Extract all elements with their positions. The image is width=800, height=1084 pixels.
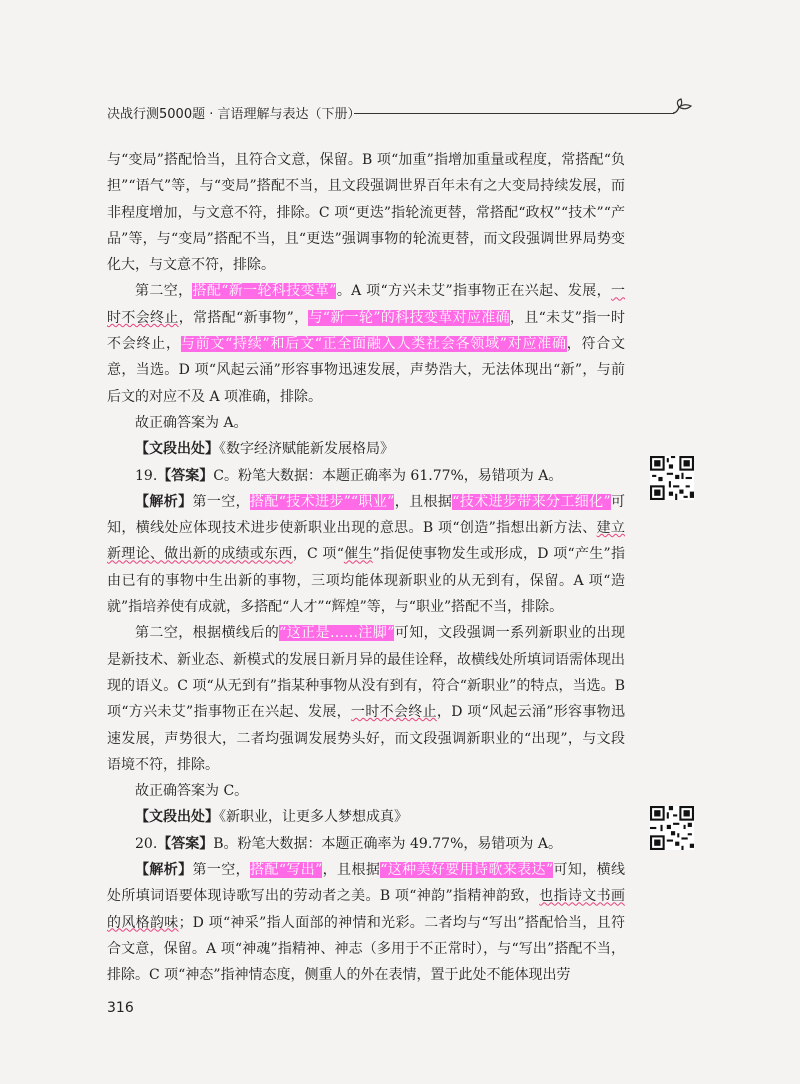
text-run: 可知，横线处所填词语要体现诗歌写出的劳动者之美。B 项“神韵”指精神韵致，: [107, 862, 625, 905]
highlight: “技术进步带来分工细化”: [452, 493, 611, 510]
text-run: 故正确答案为 A。: [135, 414, 248, 431]
highlight: 搭配“写出”: [250, 862, 323, 879]
qr-code-icon: [650, 806, 694, 850]
text-run: 故正确答案为 C。: [135, 783, 249, 800]
text-run: ；D 项“神采”指人面部的神情和光彩。二者均与“写出”搭配恰当，且符合文意，保留。A 项“神魂”指精神、神志（多用于不正常时），与“写出”搭配不当，排除。C 项“神态”指神情态度，侧重人的外在表情，置于此处不能体现出劳: [107, 914, 625, 984]
text-run: ，常搭配“新事物”，: [178, 309, 309, 326]
text-run: 第一空，: [192, 493, 250, 510]
answer-line: [107, 831, 625, 857]
highlight: 与“新一轮”的科技变革对应准确: [308, 309, 510, 326]
text-run: 可知，横线处应体现技术进步使新职业出现的意思。B 项“创造”指想出新方法、: [107, 493, 626, 537]
text-run: 第二空，根据横线后的: [135, 625, 280, 642]
answer-line: [107, 463, 625, 489]
source-line: [107, 804, 625, 830]
sprout-icon: [667, 97, 697, 121]
text-run: 。A 项“方兴未艾”指事物正在兴起、发展，: [336, 283, 612, 300]
text-run: 第一空，: [192, 862, 251, 879]
text-run: ”指促使事物发生或形成，D 项“产生”指由已有的事物中生出新的事物，三项均能体现新职业的从无到有，保留。A 项“造就”指培养使有成就，多搭配“人才”“辉煌”等，与“职业”搭配不当，排除。: [107, 546, 625, 616]
text-run: 第二空，: [135, 283, 193, 300]
text-run: ，D 项“风起云涌”形容事物迅速发展，声势很大，二者均强调发展势头好，而文段强调新职业的“出现”，与文段语境不符，排除。: [107, 704, 625, 773]
text-run: 【解析】: [135, 493, 193, 510]
text-run: ，且根据: [322, 862, 381, 879]
text-run: ，符合文意，当选。D 项“风起云涌”形容事物迅速发展，声势浩大，无法体现出“新”，与前后文的对应不及 A 项准确，排除。: [107, 336, 626, 405]
text-run: B。粉笔大数据：本题正确率为 49.77%，易错项为 A。: [213, 835, 562, 852]
paragraph: [107, 147, 625, 278]
paragraph: [107, 489, 625, 620]
highlight: “这种美好要用诗歌来表达”: [380, 862, 554, 879]
text-run: 【文段出处】: [135, 809, 219, 826]
text-run: C。粉笔大数据：本题正确率为 61.77%，易错项为 A。: [213, 467, 563, 484]
text-run: ，C 项“: [292, 546, 344, 563]
highlight: 搭配“新一轮科技变革”: [192, 283, 337, 300]
text-run: 【答案】: [157, 467, 214, 484]
page-content: [107, 147, 625, 989]
paragraph: [107, 278, 625, 409]
underline: 建立新理论、做出新的成绩或东西: [107, 520, 625, 563]
text-run: 【文段出处】: [135, 441, 219, 458]
underline: 也指诗文书画的风格韵味: [107, 888, 625, 931]
underline: 一时不会终止: [351, 704, 437, 721]
text-run: 20.: [135, 835, 158, 852]
underline: 一时不会终止: [107, 283, 626, 326]
paragraph: [107, 410, 625, 436]
book-title: 决战行测5000题 · 言语理解与表达（下册）: [107, 107, 361, 122]
highlight: “这正是……注脚”: [279, 625, 395, 642]
page-header: [107, 101, 697, 123]
text-run: 《新职业，让更多人梦想成真》: [219, 809, 408, 826]
paragraph: [107, 620, 625, 778]
text-run: 《数字经济赋能新发展格局》: [219, 441, 394, 458]
text-run: 可知，文段强调一系列新职业的出现是新技术、新业态、新模式的发展日新月异的最佳诠释，故横线处所填词语需体现出现的语义。C 项“从无到有”指某种事物从没有到有，符合“新职业”的特点，当选。B 项“方兴未艾”指事物正在兴起、发展，: [107, 625, 626, 721]
underline: 催生: [343, 546, 373, 563]
text-run: 19.: [135, 467, 158, 484]
text-run: ，且根据: [394, 493, 453, 510]
text-run: 与“变局”搭配恰当，且符合文意，保留。B 项“加重”指增加重量或程度，常搭配“负担”“语气”等，与“变局”搭配不当，且文段强调世界百年未有之大变局持续发展，而非程度增加，与文意不符，排除。C 项“更迭”指轮流更替，常搭配“政权”“技术”“产品”等，与“变局”搭配不当，且“更迭”强调事物的轮流更替，而文段强调世界局势变化大，与文意不符，排除。: [107, 152, 625, 274]
source-line: [107, 436, 625, 462]
paragraph: [107, 857, 625, 988]
header-rule: [354, 113, 674, 114]
highlight: 搭配“技术进步”“职业”: [250, 493, 395, 510]
qr-code-icon: [650, 456, 694, 500]
text-run: 【解析】: [135, 862, 193, 879]
text-run: 【答案】: [157, 835, 214, 852]
paragraph: [107, 778, 625, 804]
page-number: 316: [107, 1000, 134, 1016]
highlight: 与前文“持续”和后文“正全面融入人类社会各领域”对应准确: [180, 336, 567, 353]
text-run: ，且“未艾”指一时不会终止，: [107, 309, 625, 353]
